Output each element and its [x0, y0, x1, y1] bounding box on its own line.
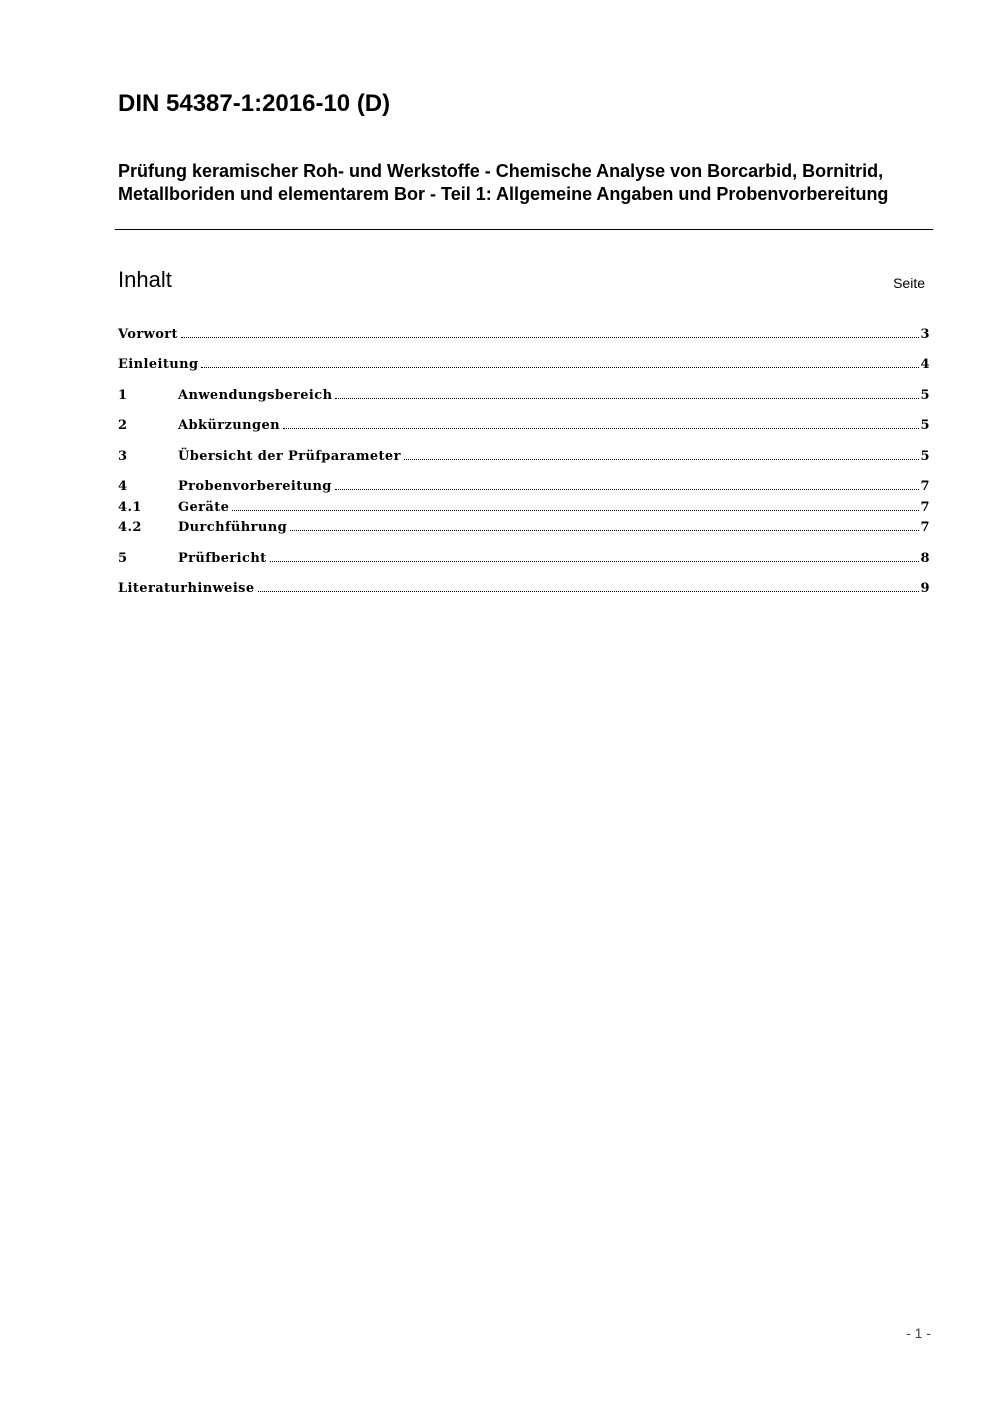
toc-entry-page: 9 [920, 581, 930, 596]
toc-leader [258, 591, 919, 592]
toc-heading: Inhalt [118, 267, 172, 292]
toc-entry-page: 5 [920, 418, 930, 433]
toc-leader [335, 398, 918, 399]
toc-entry-page: 4 [920, 357, 930, 372]
toc-entry-label: Abkürzungen [178, 418, 280, 433]
toc-entry-anwendungsbereich[interactable] [118, 388, 930, 408]
toc-entry-page: 5 [920, 388, 930, 403]
toc-leader [290, 530, 918, 531]
toc-entry-einleitung[interactable] [118, 357, 930, 377]
toc-entry-label: Literaturhinweise [118, 581, 255, 596]
toc-entry-page: 5 [920, 449, 930, 464]
toc-entry-label: Übersicht der Prüfparameter [178, 449, 401, 464]
toc-entry-number: 4 [118, 479, 128, 494]
toc-leader [181, 337, 919, 338]
toc-entry-vorwort[interactable] [118, 327, 930, 347]
toc-entry-label: Anwendungsbereich [178, 388, 333, 403]
toc-entry-geraete[interactable] [118, 500, 930, 520]
toc-leader [283, 428, 919, 429]
title-divider [115, 229, 933, 230]
toc-entry-literaturhinweise[interactable] [118, 581, 930, 601]
page-column-label: Seite [893, 275, 925, 291]
toc-entry-page: 7 [920, 520, 930, 535]
toc-entry-abkuerzungen[interactable] [118, 418, 930, 438]
page-number: - 1 - [906, 1325, 931, 1341]
toc-entry-page: 8 [920, 551, 930, 566]
toc-entry-label: Geräte [178, 500, 230, 515]
toc-entry-number: 1 [118, 388, 128, 403]
document-id: DIN 54387-1:2016-10 (D) [118, 90, 391, 117]
toc-leader [232, 510, 918, 511]
toc-entry-page: 3 [920, 327, 930, 342]
toc-entry-label: Einleitung [118, 357, 199, 372]
toc-entry-page: 7 [920, 479, 930, 494]
toc-entry-number: 4.2 [118, 520, 142, 535]
toc-entry-number: 4.1 [118, 500, 142, 515]
toc-entry-page: 7 [920, 500, 930, 515]
toc-entry-probenvorbereitung[interactable] [118, 479, 930, 499]
toc-entry-label: Vorwort [118, 327, 178, 342]
toc-entry-label: Probenvorbereitung [178, 479, 332, 494]
toc-entry-number: 2 [118, 418, 128, 433]
toc-leader [404, 459, 919, 460]
toc-leader [270, 561, 919, 562]
toc-entry-uebersicht-pruefparameter[interactable] [118, 449, 930, 469]
toc-entry-pruefbericht[interactable] [118, 551, 930, 571]
toc-entry-durchfuehrung[interactable] [118, 520, 930, 540]
document-title: Prüfung keramischer Roh- und Werkstoffe - Chemische Analyse von Borcarbid, Bornitrid, Metallboriden und elementarem Bor - Teil 1: Allgemeine Angaben und Probenvorbereitung [118, 161, 889, 204]
toc-leader [201, 367, 918, 368]
toc-entry-number: 3 [118, 449, 128, 464]
toc-entry-label: Prüfbericht [178, 551, 267, 566]
toc-leader [335, 489, 919, 490]
toc-entry-number: 5 [118, 551, 128, 566]
toc-entry-label: Durchführung [178, 520, 288, 535]
